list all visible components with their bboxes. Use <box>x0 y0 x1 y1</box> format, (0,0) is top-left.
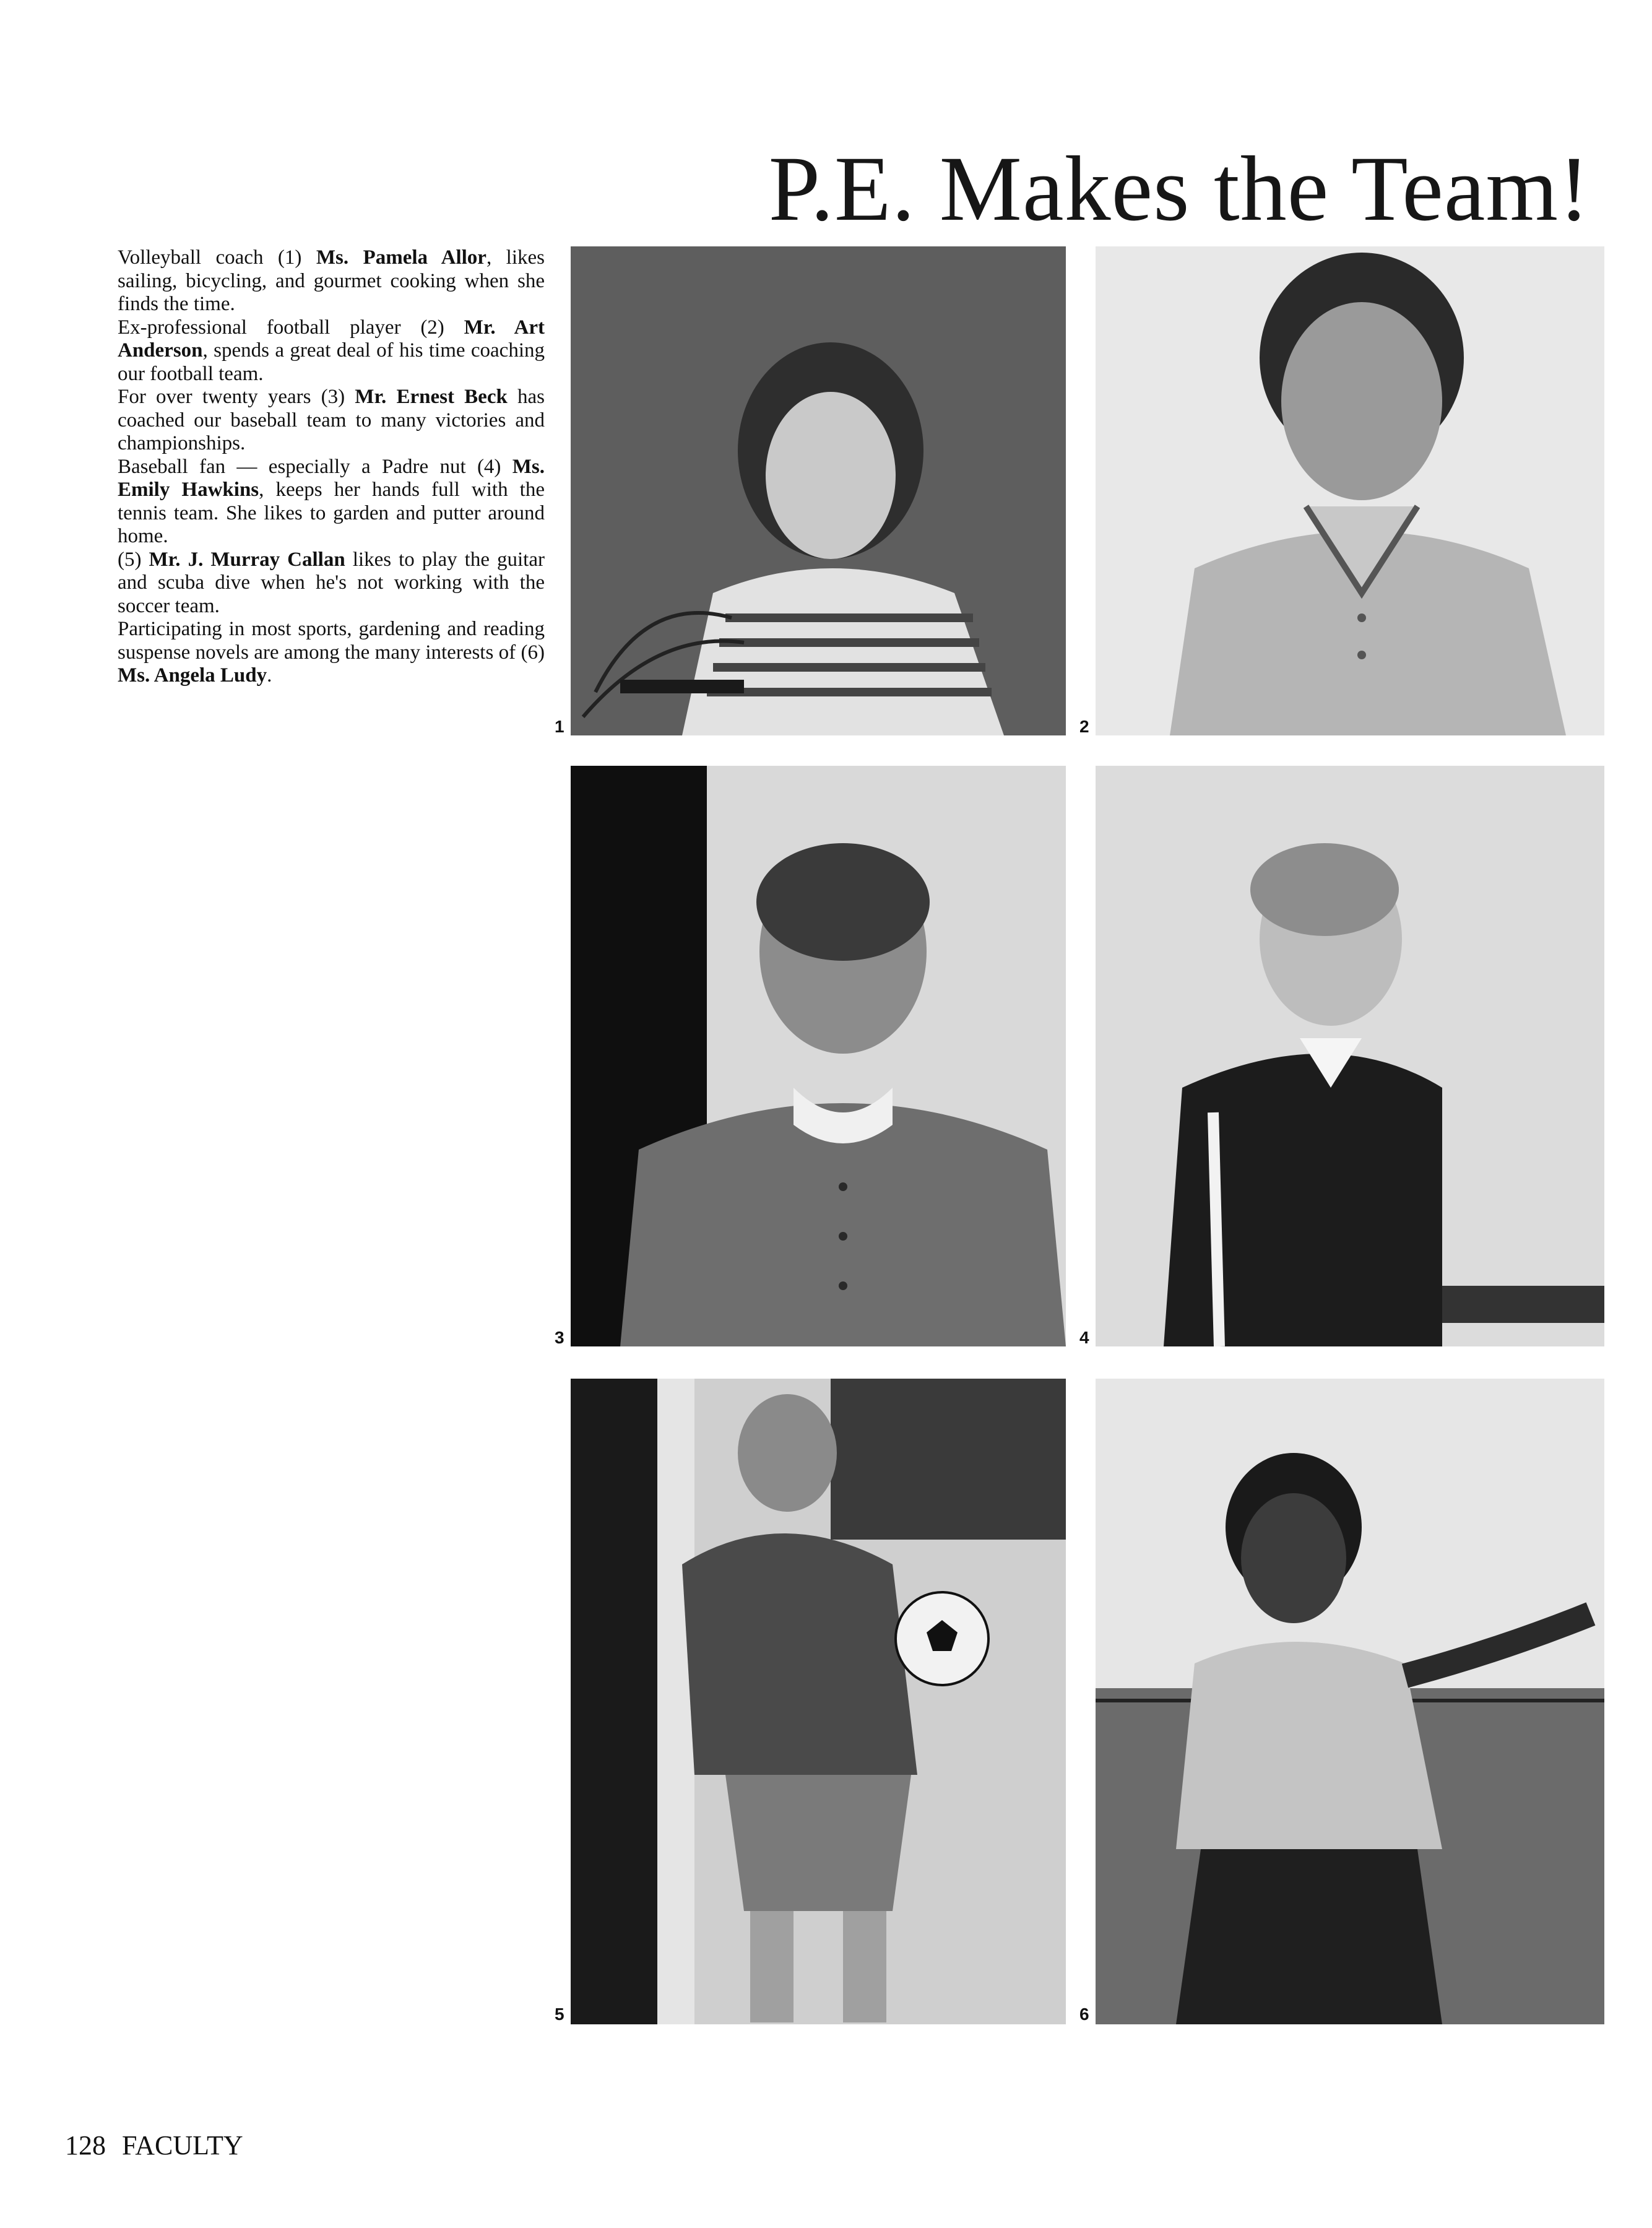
coach-name: Ms. Emily Hawkins <box>118 455 545 501</box>
photo-number: 5 <box>555 2005 564 2024</box>
caption-block <box>118 246 545 688</box>
portrait-image <box>571 246 1066 735</box>
photo-number: 2 <box>1079 717 1089 736</box>
photo-5-portrait <box>571 1379 1066 2024</box>
page-number: 128 <box>65 2130 106 2161</box>
coach-name: Ms. Angela Ludy <box>118 664 267 687</box>
section-label: FACULTY <box>122 2130 243 2161</box>
photo-6-portrait <box>1096 1379 1604 2024</box>
caption-1: Volleyball coach (1) Ms. Pamela Allor, likes sailing, bicycling, and gourmet cooking when she finds the time. <box>118 246 545 315</box>
portrait-image <box>1096 246 1604 735</box>
caption-3: For over twenty years (3) Mr. Ernest Beck has coached our baseball team to many victories and championships. <box>118 386 545 454</box>
portrait-image <box>571 766 1066 1346</box>
photo-number: 1 <box>555 717 564 736</box>
coach-name: Mr. J. Murray Callan <box>149 548 345 571</box>
caption-4: Baseball fan — especially a Padre nut (4) Ms. Emily Hawkins, keeps her hands full with the tennis team. She likes to garden and putter around home. <box>118 455 545 547</box>
caption-6: Participating in most sports, gardening and reading suspense novels are among the many interests of (6) Ms. Angela Ludy. <box>118 618 545 687</box>
photo-number: 3 <box>555 1328 564 1347</box>
caption-5: (5) Mr. J. Murray Callan likes to play the guitar and scuba dive when he's not working with the soccer team. <box>118 548 545 617</box>
coach-name: Ms. Pamela Allor <box>316 246 487 269</box>
coach-name: Mr. Ernest Beck <box>355 386 508 408</box>
page-title: P.E. Makes the Team! <box>768 137 1590 240</box>
photo-number: 4 <box>1079 1328 1089 1347</box>
photo-1-portrait <box>571 246 1066 735</box>
portrait-image <box>571 1379 1066 2024</box>
photo-2-portrait <box>1096 246 1604 735</box>
photo-4-portrait <box>1096 766 1604 1346</box>
photo-number: 6 <box>1079 2005 1089 2024</box>
portrait-image <box>1096 1379 1604 2024</box>
coach-name: Mr. Art Anderson <box>118 316 545 362</box>
photo-3-portrait <box>571 766 1066 1346</box>
page-footer <box>65 2130 243 2161</box>
caption-2: Ex-professional football player (2) Mr. Art Anderson, spends a great deal of his time coaching our football team. <box>118 316 545 385</box>
portrait-image <box>1096 766 1604 1346</box>
